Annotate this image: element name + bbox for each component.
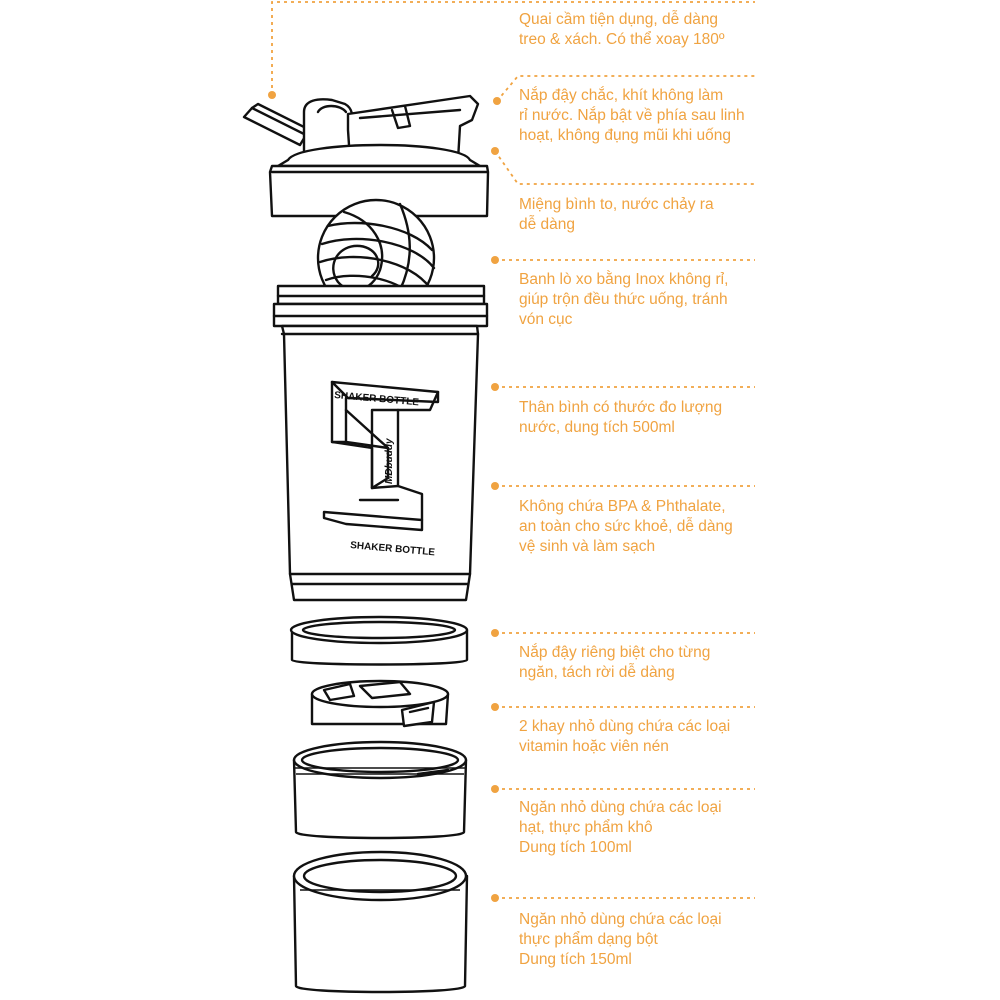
logo-top-text: SHAKER BOTTLE: [333, 390, 420, 409]
annotation-line: Nắp đậy riêng biệt cho từng: [519, 644, 711, 661]
annotation-mouth: [519, 195, 769, 235]
annotation-pill-tray: [519, 717, 769, 757]
pill-tray: [312, 681, 448, 726]
annotation-body-scale: [519, 398, 769, 438]
compartment-100ml: [294, 742, 466, 838]
annotation-line: treo & xách. Có thể xoay 180º: [519, 31, 725, 48]
annotation-compartment-lid: [519, 643, 769, 683]
annotation-line: dễ dàng: [519, 216, 576, 233]
annotation-line: Nắp đậy chắc, khít không làm: [519, 87, 724, 104]
annotation-line: Ngăn nhỏ dùng chứa các loại: [519, 799, 722, 816]
compartment-lid: [291, 617, 467, 665]
annotation-line: vón cục: [519, 311, 573, 328]
annotation-line: 2 khay nhỏ dùng chứa các loại: [519, 718, 731, 735]
bottle-body: [274, 286, 487, 600]
logo-bottom-text: SHAKER BOTTLE: [349, 540, 436, 559]
annotation-line: rỉ nước. Nắp bật về phía sau linh: [519, 107, 745, 124]
annotation-line: Banh lò xo bằng Inox không rỉ,: [519, 271, 729, 288]
bottle-shell: [282, 326, 478, 574]
annotation-line: Thân bình có thước đo lượng: [519, 399, 723, 416]
annotation-line: vệ sinh và làm sạch: [519, 538, 656, 555]
annotation-line: hạt, thực phẩm khô: [519, 819, 653, 836]
annotation-line: Miệng bình to, nước chảy ra: [519, 196, 714, 213]
annotation-line: an toàn cho sức khoẻ, dễ dàng: [519, 518, 733, 535]
logo-brand-text: MDbuddy: [384, 438, 395, 484]
annotation-line: giúp trộn đều thức uống, tránh: [519, 291, 728, 308]
annotation-line: thực phẩm dạng bột: [519, 931, 658, 948]
annotation-line: ngăn, tách rời dễ dàng: [519, 664, 675, 681]
annotation-line: Ngăn nhỏ dùng chứa các loại: [519, 911, 722, 928]
annotation-compartment-100: [519, 798, 769, 858]
compartment-150ml: [294, 852, 467, 992]
annotation-lid: [519, 86, 769, 146]
annotation-handle: [519, 10, 769, 50]
annotation-line: Dung tích 150ml: [519, 951, 632, 968]
flip-lid: [244, 96, 488, 216]
annotation-line: vitamin hoặc viên nén: [519, 738, 669, 755]
annotation-line: hoạt, không đụng mũi khi uống: [519, 127, 731, 144]
annotation-whisk-ball: [519, 270, 769, 330]
annotation-compartment-150: [519, 910, 769, 970]
annotation-line: Không chứa BPA & Phthalate,: [519, 498, 726, 515]
annotation-line: Quai cầm tiện dụng, dễ dàng: [519, 11, 719, 28]
annotation-bpa-free: [519, 497, 769, 557]
annotation-line: Dung tích 100ml: [519, 839, 632, 856]
annotation-line: nước, dung tích 500ml: [519, 419, 675, 436]
